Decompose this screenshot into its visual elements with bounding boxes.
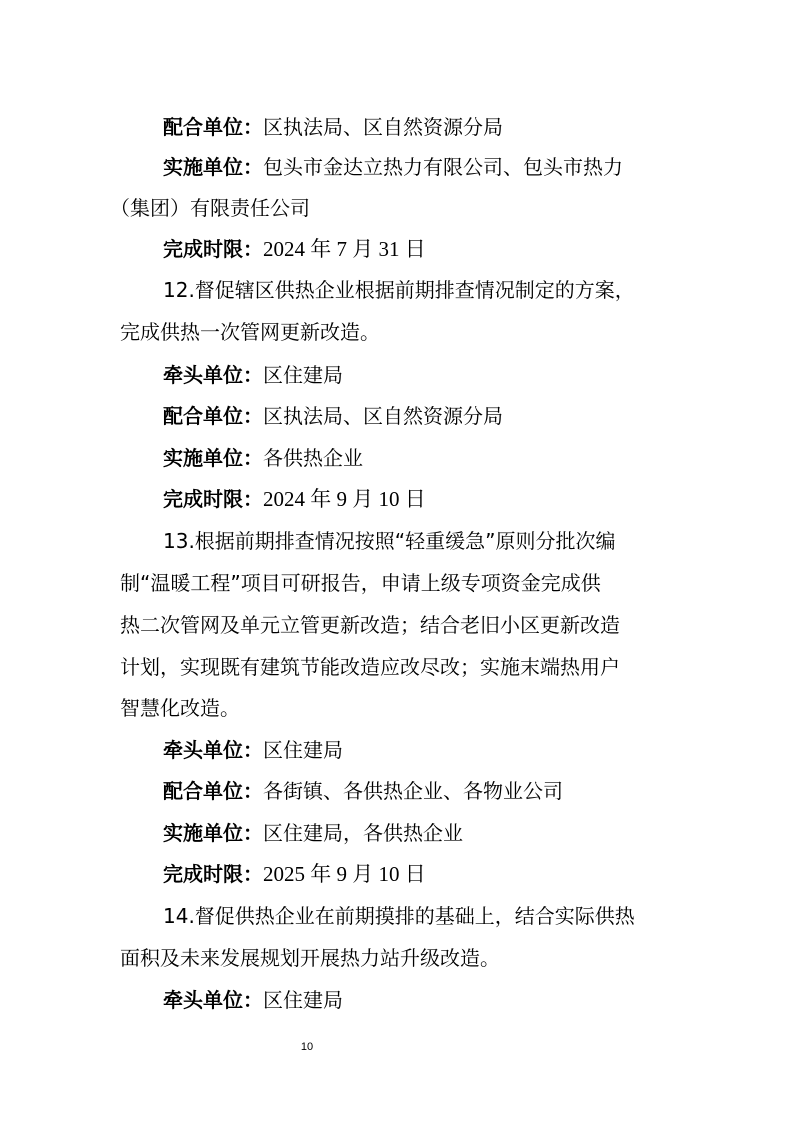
item-13-line-1	[163, 527, 616, 555]
cooperating-unit-value: 各街镇、各供热企业、各物业公司	[263, 779, 563, 803]
item-12-text: 12.督促辖区供热企业根据前期排查情况制定的方案，	[163, 278, 635, 302]
lead-unit-label: 牵头单位：	[163, 363, 263, 387]
lead-unit-label: 牵头单位：	[163, 988, 263, 1012]
deadline-line-3	[163, 860, 426, 888]
item-13-line-2	[120, 569, 601, 597]
deadline-line-2	[163, 485, 426, 513]
implementing-unit-value: 各供热企业	[263, 446, 363, 470]
item-14-text: 14.督促供热企业在前期摸排的基础上，结合实际供热	[163, 904, 635, 928]
cooperating-unit-line-1	[163, 113, 503, 141]
lead-unit-value: 区住建局	[263, 363, 343, 387]
item-14-line-2	[120, 944, 500, 972]
deadline-label: 完成时限：	[163, 487, 263, 511]
lead-unit-value: 区住建局	[263, 988, 343, 1012]
page-number: 10	[300, 1041, 314, 1053]
implementing-unit-value: 包头市金达立热力有限公司、包头市热力	[263, 155, 623, 179]
lead-unit-label: 牵头单位：	[163, 738, 263, 762]
item-13-line-4	[120, 653, 620, 681]
deadline-value: 2024 年 7 月 31 日	[263, 237, 426, 261]
item-13-text-cont: 计划，实现既有建筑节能改造应改尽改；实施末端热用户	[120, 655, 620, 679]
cooperating-unit-line-2	[163, 402, 503, 430]
item-13-text-cont: 制“温暖工程”项目可研报告，申请上级专项资金完成供	[120, 571, 601, 595]
deadline-value: 2025 年 9 月 10 日	[263, 862, 426, 886]
item-12-text-cont: 完成供热一次管网更新改造。	[120, 320, 380, 344]
implementing-unit-line-2	[163, 444, 363, 472]
deadline-label: 完成时限：	[163, 862, 263, 886]
item-12-line-1	[163, 276, 635, 304]
item-13-text-cont: 智慧化改造。	[120, 696, 240, 720]
item-13-text-cont: 热二次管网及单元立管更新改造；结合老旧小区更新改造	[120, 613, 620, 637]
implementing-unit-line-1	[163, 153, 623, 181]
cooperating-unit-value: 区执法局、区自然资源分局	[263, 404, 503, 428]
implementing-unit-value: 区住建局，各供热企业	[263, 821, 463, 845]
cooperating-unit-value: 区执法局、区自然资源分局	[263, 115, 503, 139]
item-14-line-1	[163, 902, 635, 930]
deadline-line-1	[163, 235, 426, 263]
lead-unit-line-1	[163, 361, 343, 389]
implementing-unit-label: 实施单位：	[163, 155, 263, 179]
deadline-value: 2024 年 9 月 10 日	[263, 487, 426, 511]
item-13-line-3	[120, 611, 620, 639]
cooperating-unit-label: 配合单位：	[163, 779, 263, 803]
implementing-unit-value-cont: （集团）有限责任公司	[110, 196, 310, 220]
item-12-line-2	[120, 318, 380, 346]
item-14-text-cont: 面积及未来发展规划开展热力站升级改造。	[120, 946, 500, 970]
lead-unit-value: 区住建局	[263, 738, 343, 762]
implementing-unit-line-3	[163, 819, 463, 847]
deadline-label: 完成时限：	[163, 237, 263, 261]
cooperating-unit-label: 配合单位：	[163, 404, 263, 428]
implementing-unit-label: 实施单位：	[163, 821, 263, 845]
implementing-unit-label: 实施单位：	[163, 446, 263, 470]
implementing-unit-continuation	[110, 194, 310, 222]
lead-unit-line-3	[163, 986, 343, 1014]
cooperating-unit-label: 配合单位：	[163, 115, 263, 139]
item-13-line-5	[120, 694, 240, 722]
cooperating-unit-line-3	[163, 777, 563, 805]
item-13-text: 13.根据前期排查情况按照“轻重缓急”原则分批次编	[163, 529, 616, 553]
lead-unit-line-2	[163, 736, 343, 764]
